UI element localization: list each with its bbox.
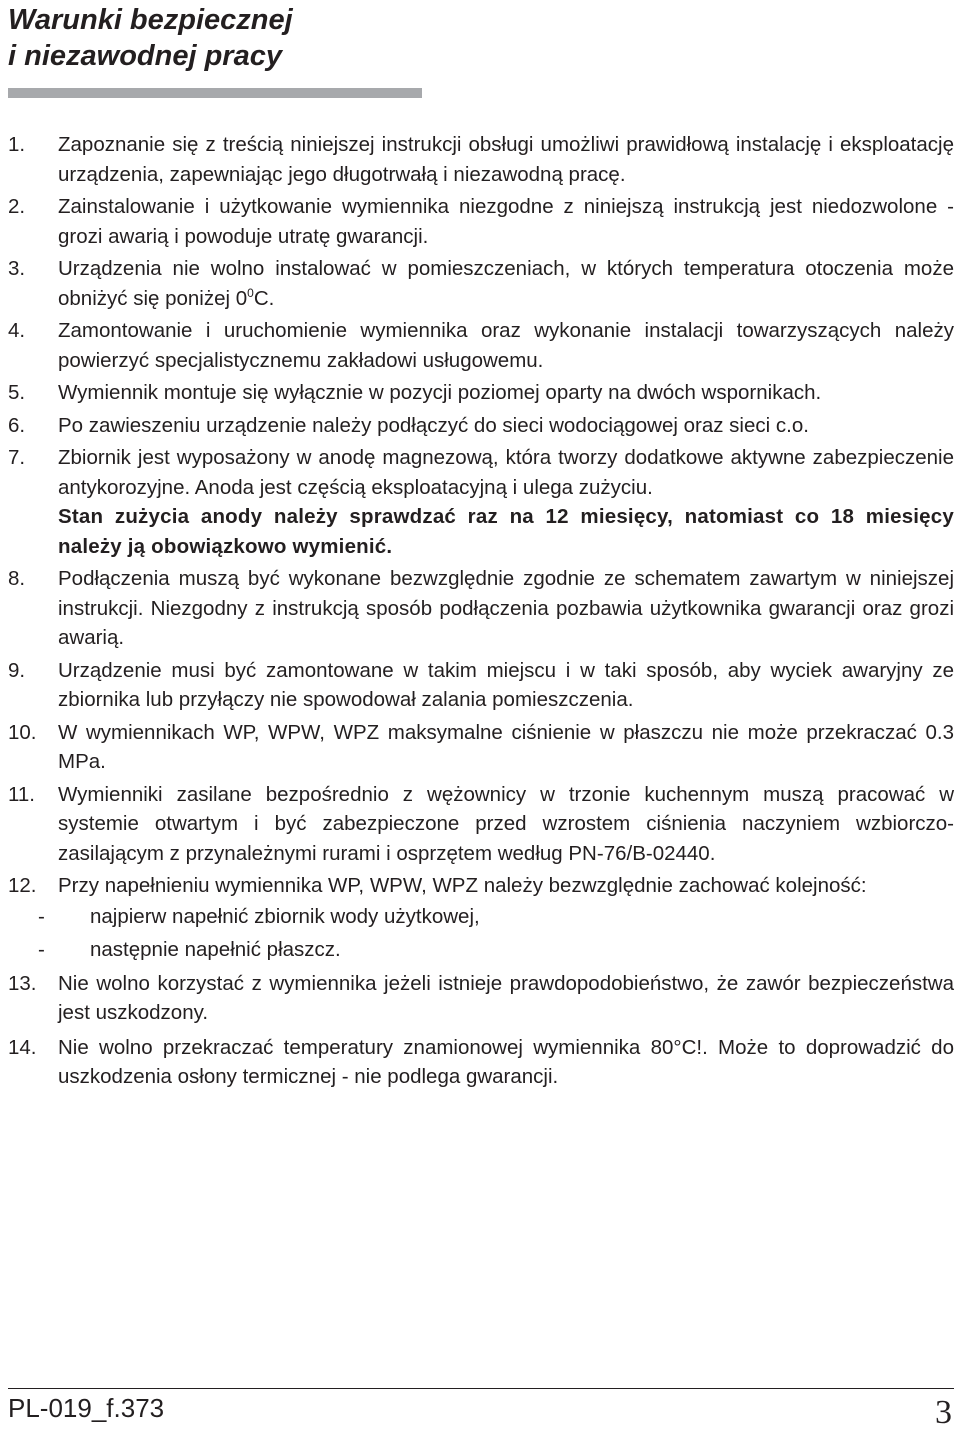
- item-number: 12.: [8, 874, 37, 897]
- list-item-4: [8, 316, 954, 375]
- item-body: [58, 443, 954, 561]
- list-item-1: [8, 130, 954, 189]
- list-item-3: [8, 254, 954, 313]
- item-text: Nie wolno przekraczać temperatury znamionowej wymiennika 80°C!. Może to doprowadzić do uszkodzenia osłony termicznej - nie podlega gwarancji.: [58, 1035, 954, 1088]
- footer-divider: [8, 1388, 954, 1389]
- page-title-line-1: Warunki bezpiecznej: [8, 4, 293, 36]
- list-item-2: [8, 192, 954, 251]
- sub-item-text: najpierw napełnić zbiornik wody użytkowej,: [90, 904, 480, 928]
- safety-conditions-list: [8, 130, 954, 1095]
- item-number: 1.: [8, 133, 26, 156]
- item-number: 4.: [8, 319, 26, 342]
- item-text: Zainstalowanie i użytkowanie wymiennika niezgodne z niniejszą instrukcją jest niedozwolone - grozi awarią i powoduje utratę gwarancji.: [58, 195, 954, 248]
- list-item-6: [8, 411, 954, 441]
- list-item-14: [8, 1033, 954, 1092]
- item-number: 11.: [8, 782, 35, 806]
- list-item-7: [8, 443, 954, 561]
- item-bold-warning: Stan zużycia anody należy sprawdzać raz na 12 miesięcy, natomiast co 18 miesięcy należy ją obowiązkowo wymienić.: [58, 505, 954, 558]
- page-number: 3: [935, 1394, 952, 1431]
- sub-item-dash: -: [38, 904, 45, 928]
- list-item-12: [8, 871, 954, 901]
- sub-item-text: następnie napełnić płaszcz.: [90, 938, 341, 961]
- item-text: Podłączenia muszą być wykonane bezwzględnie zgodnie ze schematem zawartym w niniejszej instrukcji. Niezgodny z instrukcją sposób podłączenia pozbawia użytkownika gwarancji oraz grozi awarią.: [58, 567, 954, 649]
- item-number: 7.: [8, 446, 26, 469]
- item-number: 13.: [8, 971, 37, 995]
- item-text-unit: C.: [253, 286, 275, 310]
- item-number: 6.: [8, 413, 26, 437]
- sub-item-dash: -: [38, 938, 45, 961]
- item-text: W wymiennikach WP, WPW, WPZ maksymalne ciśnienie w płaszczu nie może przekraczać 0.3 MPa.: [58, 720, 954, 773]
- list-item-10: [8, 718, 954, 777]
- item-text: Urządzenie musi być zamontowane w takim miejscu i w taki sposób, aby wyciek awaryjny ze zbiornika lub przyłączy nie spowodował zalania pomieszczenia.: [58, 658, 954, 711]
- item-number: 5.: [8, 381, 26, 404]
- item-number: 8.: [8, 567, 26, 590]
- item-text: [58, 254, 954, 313]
- page-title: [8, 2, 293, 74]
- item-number: 2.: [8, 195, 26, 218]
- sub-item-1: [8, 902, 954, 932]
- item-text: Po zawieszeniu urządzenie należy podłączyć do sieci wodociągowej oraz sieci c.o.: [58, 413, 809, 437]
- document-code: PL-019_f.373: [8, 1393, 165, 1423]
- item-number: 9.: [8, 658, 26, 682]
- item-text: Wymienniki zasilane bezpośrednio z wężownicy w trzonie kuchennym muszą pracować w systemie otwartym i być zabezpieczone przed wzrostem ciśnienia naczyniem wzbiorczo-zasilającym z przynależnymi rurami i osprzętem według PN-76/B-02440.: [58, 782, 954, 865]
- list-item-8: [8, 564, 954, 653]
- item-number: 3.: [8, 257, 26, 280]
- title-underline-bar: [8, 88, 422, 98]
- page-title-line-2: i niezawodnej pracy: [8, 40, 282, 72]
- list-item-11: [8, 780, 954, 869]
- item-text: Przy napełnieniu wymiennika WP, WPW, WPZ należy bezwzględnie zachować kolejność:: [58, 874, 867, 897]
- item-number: 14.: [8, 1035, 37, 1059]
- item-text: Zamontowanie i uruchomienie wymiennika oraz wykonanie instalacji towarzyszących należy powierzyć specjalistycznemu zakładowi usługowemu.: [58, 319, 954, 372]
- item-number: 10.: [8, 720, 37, 744]
- item-text: Zapoznanie się z treścią niniejszej instrukcji obsługi umożliwi prawidłową instalację i eksploatację urządzenia, zapewniając jego długotrwałą i niezawodną pracę.: [58, 133, 954, 186]
- item-text-main: Urządzenia nie wolno instalować w pomieszczeniach, w których temperatura otoczenia może obniżyć się poniżej 0: [58, 257, 954, 310]
- list-item-5: [8, 378, 954, 408]
- list-item-9: [8, 656, 954, 715]
- list-item-13: [8, 969, 954, 1028]
- item-text: Wymiennik montuje się wyłącznie w pozycji poziomej oparty na dwóch wspornikach.: [58, 381, 822, 404]
- item-text: Nie wolno korzystać z wymiennika jeżeli istnieje prawdopodobieństwo, że zawór bezpieczeństwa jest uszkodzony.: [58, 971, 954, 1024]
- degree-superscript: 0: [247, 285, 254, 300]
- sub-item-2: [8, 935, 954, 965]
- item-text: Zbiornik jest wyposażony w anodę magnezową, która tworzy dodatkowe aktywne zabezpieczenie antykorozyjne. Anoda jest częścią eksploatacyjną i ulega zużyciu.: [58, 446, 954, 499]
